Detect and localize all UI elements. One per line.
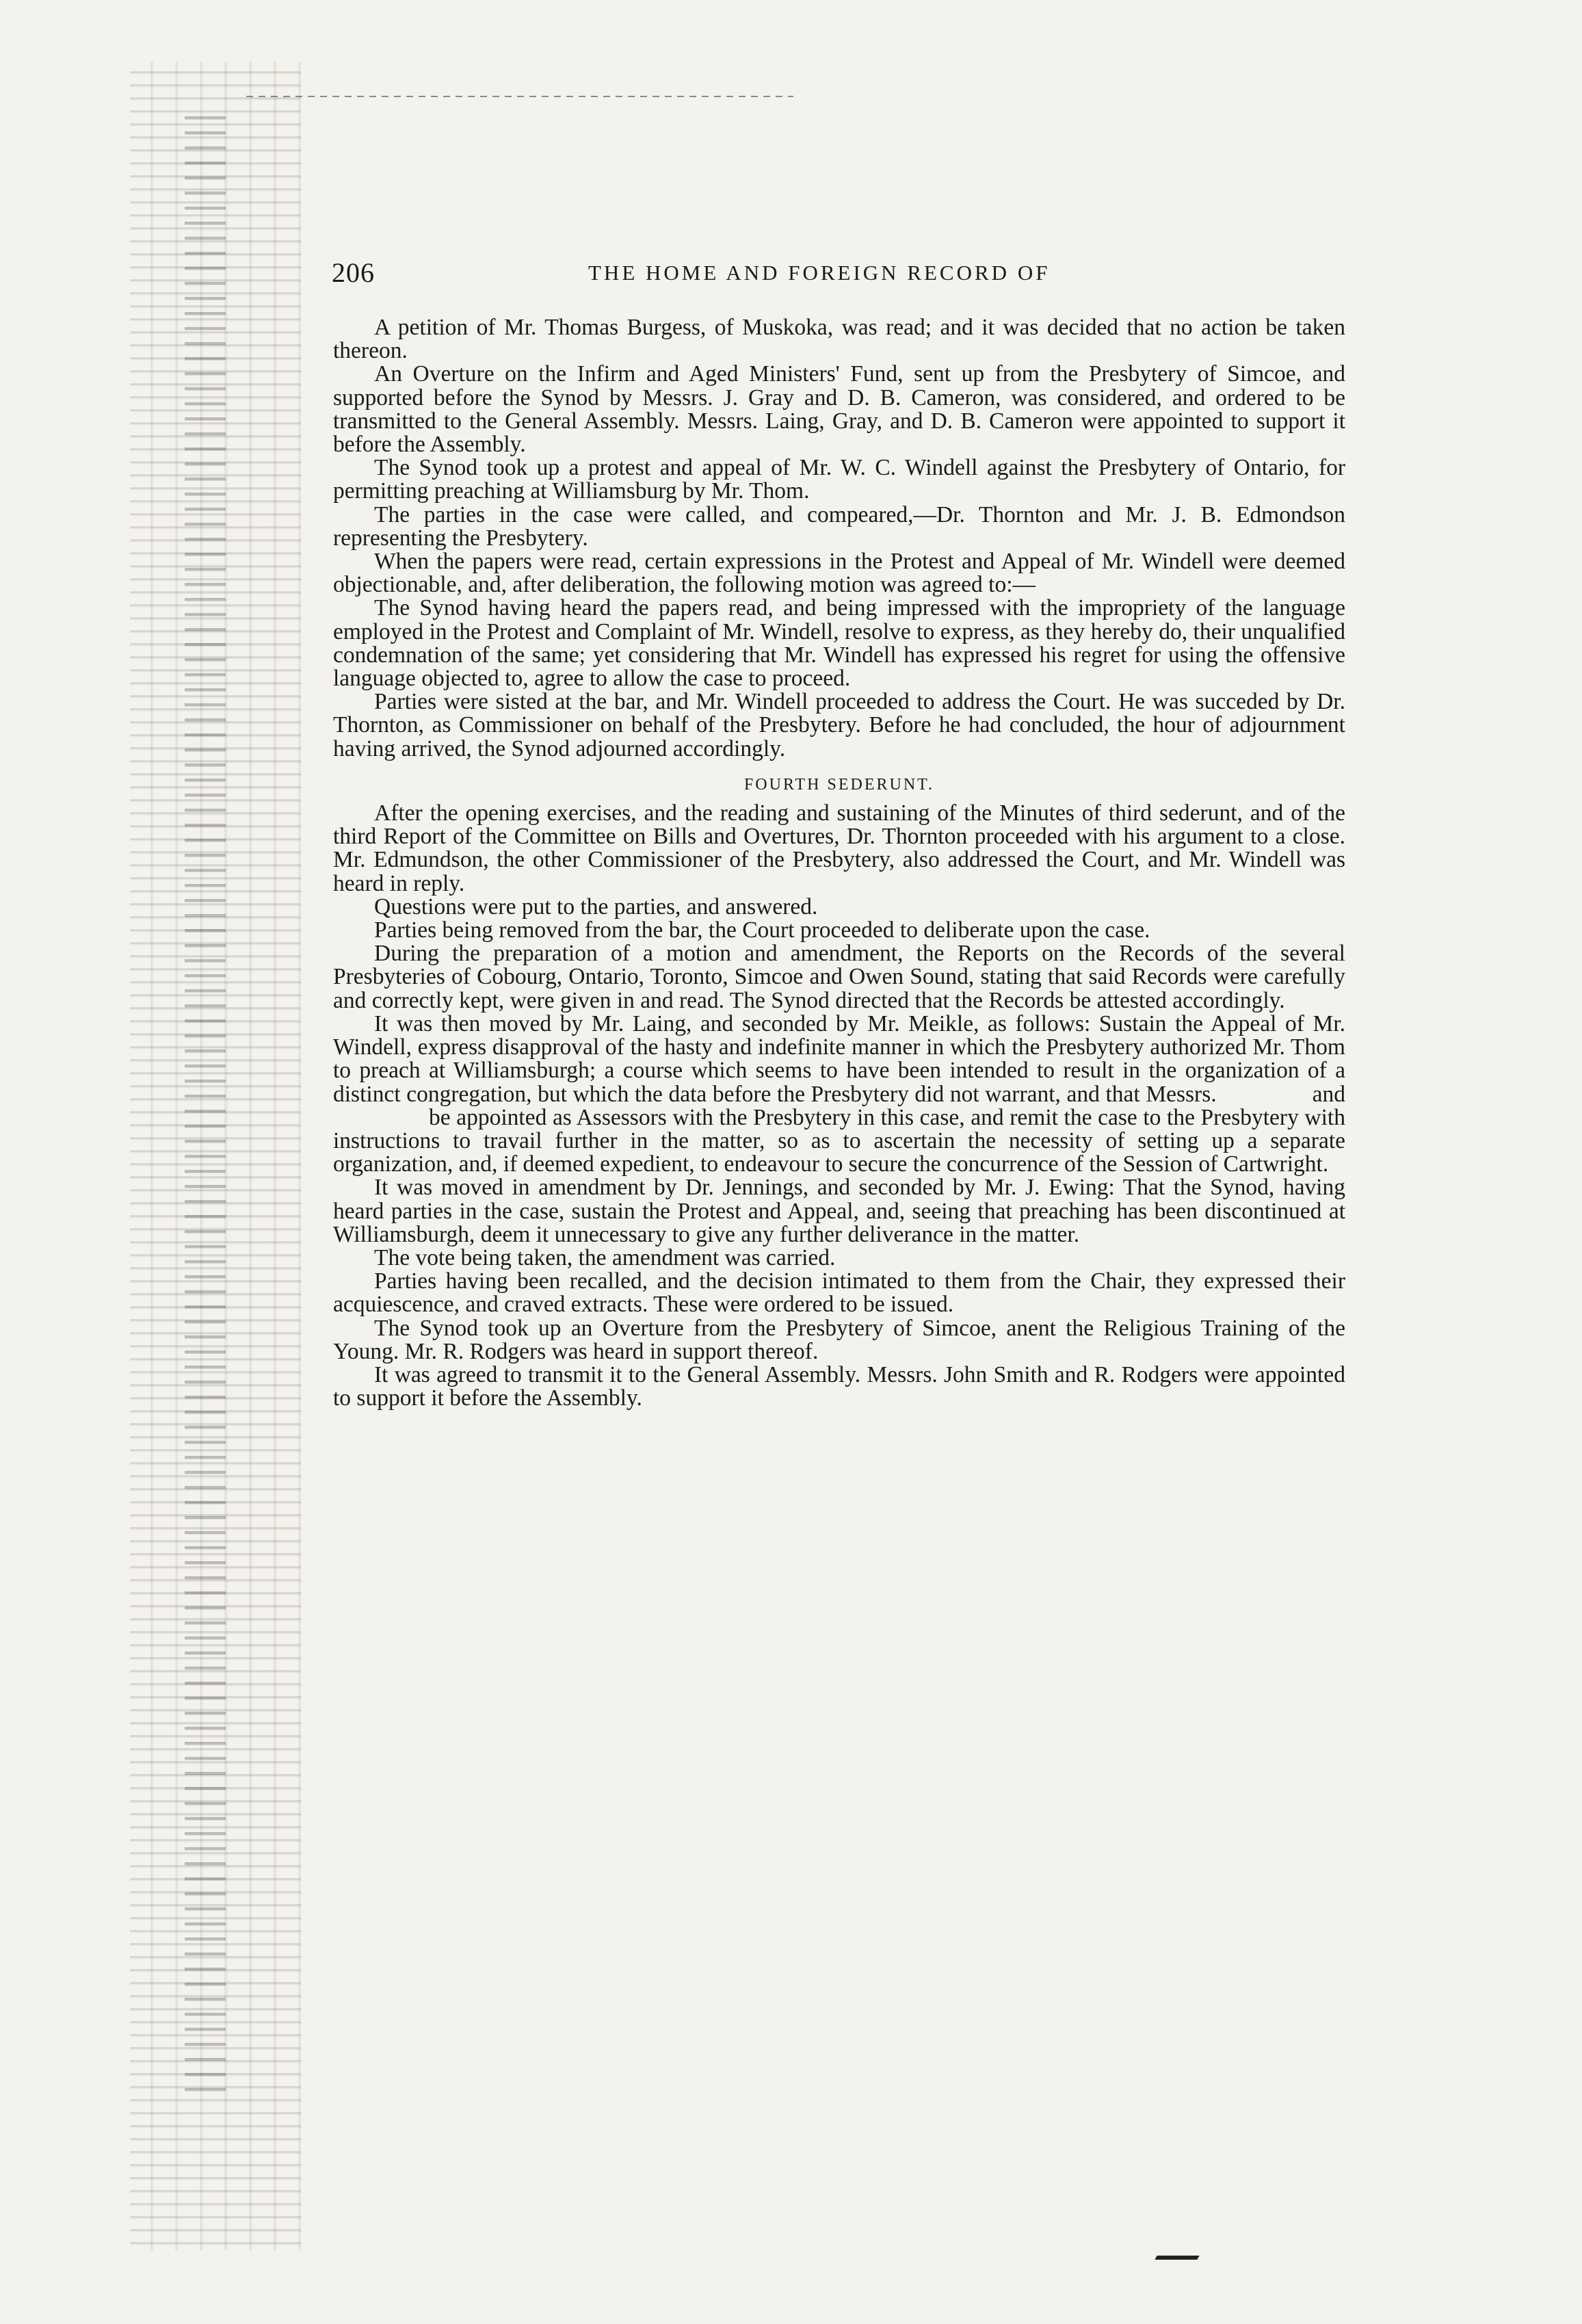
paragraph: After the opening exercises, and the reading and sustaining of the Minutes of third sederunt, and of the third Report of the Committee on Bills and Overtures, Dr. Thornton proceeded with his argument to a close. Mr. Edmundson, the other Commissioner of the Presbytery, also addressed the Court, and Mr. Windell was heard in reply. <box>333 800 1345 896</box>
scan-bottom-mark <box>1155 2256 1199 2260</box>
body-text <box>333 316 1345 1410</box>
paragraph: The Synod took up a protest and appeal of Mr. W. C. Windell against the Presbytery of Ontario, for permitting preaching at Williamsburg by Mr. Thom. <box>333 455 1345 504</box>
paragraph: An Overture on the Infirm and Aged Ministers' Fund, sent up from the Presbytery of Simcoe, and supported before the Synod by Messrs. J. Gray and D. B. Cameron, was considered, and ordered to be transmitted to the General Assembly. Messrs. Laing, Gray, and D. B. Cameron were appointed to support it before the Assembly. <box>333 361 1345 458</box>
paragraph: When the papers were read, certain expressions in the Protest and Appeal of Mr. Windell were deemed objectionable, and, after deliberation, the following motion was agreed to:— <box>333 549 1345 598</box>
paragraph: Questions were put to the parties, and answered. <box>374 893 818 919</box>
motion-text-1: It was then moved by Mr. Laing, and seconded by Mr. Meikle, as follows: Sustain the Appeal of Mr. Windell, express disapproval of the hasty and indefinite manner in which the Presbytery authorized Mr. Thom to preach at Williamsburgh; a course which seems to have been intended to result in the organization of a distinct congregation, but which the data before the Presbytery did not warrant, and that Messrs. <box>333 1010 1345 1107</box>
paragraph: The parties in the case were called, and compeared,—Dr. Thornton and Mr. J. B. Edmondson representing the Presbytery. <box>333 501 1345 551</box>
page-header <box>332 257 1388 291</box>
paragraph: The Synod having heard the papers read, and being impressed with the impropriety of the language employed in the Protest and Complaint of Mr. Windell, resolve to express, as they hereby do, their unqualified condemnation of the same; yet considering that Mr. Windell has expressed his regret for using the offensive language objected to, agree to allow the case to proceed. <box>333 595 1345 692</box>
paragraph: The vote being taken, the amendment was carried. <box>374 1244 836 1270</box>
paragraph: It was agreed to transmit it to the General Assembly. Messrs. John Smith and R. Rodgers were appointed to support it before the Assembly. <box>333 1361 1345 1411</box>
scan-binding-strip <box>185 116 226 2100</box>
paragraph: The Synod took up an Overture from the Presbytery of Simcoe, anent the Religious Training of the Young. Mr. R. Rodgers was heard in support thereof. <box>333 1315 1345 1364</box>
page-number: 206 <box>332 257 375 288</box>
motion-text-2: and <box>1312 1081 1345 1107</box>
section-heading: FOURTH SEDERUNT. <box>743 775 935 794</box>
motion-paragraph <box>333 1010 1345 1177</box>
motion-text-3: be appointed as Assessors with the Presbytery in this case, and remit the case to the Presbytery with instructions to travail further in the matter, so as to ascertain the necessity of setting up a separate organization, and, if deemed expedient, to endeavour to secure the concurrence of the Session of Cartwright. <box>333 1104 1345 1177</box>
paragraph: A petition of Mr. Thomas Burgess, of Muskoka, was read; and it was decided that no action be taken thereon. <box>333 315 1345 364</box>
paragraph: Parties having been recalled, and the decision intimated to them from the Chair, they expressed their acquiescence, and craved extracts. These were ordered to be issued. <box>333 1268 1345 1318</box>
paragraph: Parties being removed from the bar, the Court proceeded to deliberate upon the case. <box>374 917 1150 943</box>
paragraph: It was moved in amendment by Dr. Jennings, and seconded by Mr. J. Ewing: That the Synod, having heard parties in the case, sustain the Protest and Appeal, and, seeing that preaching has been discontinued at Williamsburgh, deem it unnecessary to give any further deliverance in the matter. <box>333 1175 1345 1247</box>
running-head: THE HOME AND FOREIGN RECORD OF <box>588 261 1051 285</box>
paragraph: During the preparation of a motion and amendment, the Reports on the Records of the several Presbyteries of Cobourg, Ontario, Toronto, Simcoe and Owen Sound, stating that said Records were carefully and correctly kept, were given in and read. The Synod directed that the Records be attested accordingly. <box>333 941 1345 1013</box>
scan-top-noise <box>246 96 793 97</box>
paragraph: Parties were sisted at the bar, and Mr. Windell proceeded to address the Court. He was succeded by Dr. Thornton, as Commissioner on behalf of the Presbytery. Before he had concluded, the hour of adjournment having arrived, the Synod adjourned accordingly. <box>333 689 1345 761</box>
